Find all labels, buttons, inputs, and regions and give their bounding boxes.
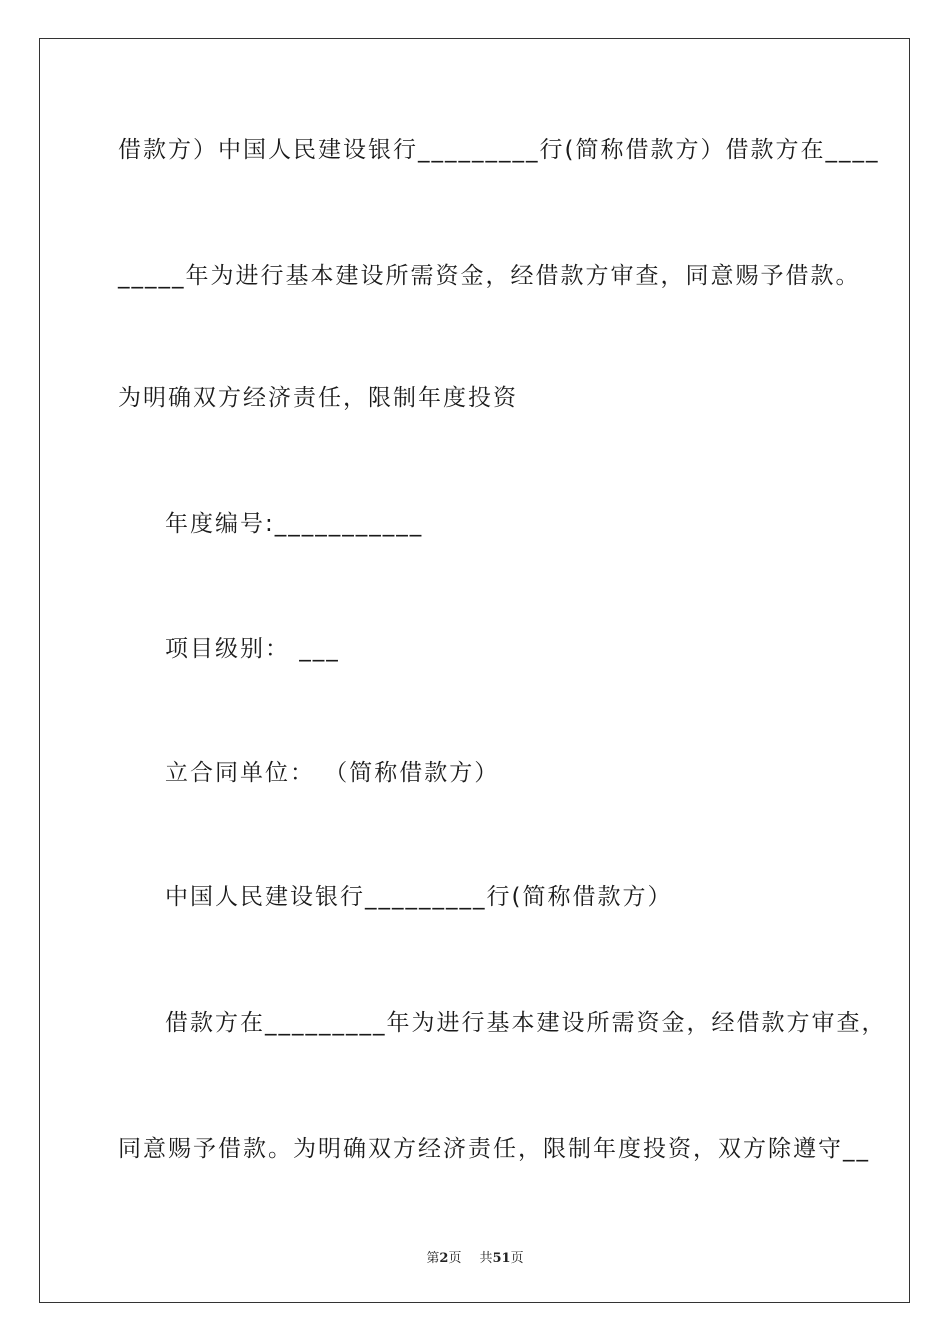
footer-total-prefix: 共 [479, 1251, 493, 1266]
footer-page-prefix: 第 [426, 1251, 440, 1266]
project-level-line: 项目级别： ___ [165, 636, 340, 662]
bank-line: 中国人民建设银行_________行(简称借款方） [165, 884, 673, 910]
footer-total-pages: 51 [492, 1251, 511, 1266]
body-line-8: 借款方在_________年为进行基本建设所需资金，经借款方审查， [165, 1010, 887, 1036]
page-border [39, 38, 910, 1303]
contract-unit-line: 立合同单位： （简称借款方） [165, 760, 500, 786]
footer-total-suffix: 页 [510, 1251, 524, 1266]
footer-page-suffix: 页 [448, 1251, 462, 1266]
page-footer [0, 1247, 950, 1266]
footer-page-number: 2 [439, 1251, 449, 1266]
annual-number-line: 年度编号:___________ [165, 511, 424, 537]
body-line-2: _____年为进行基本建设所需资金，经借款方审查，同意赐予借款。 [118, 263, 861, 289]
body-line-1: 借款方）中国人民建设银行_________行(简称借款方）借款方在____ [118, 137, 880, 163]
body-line-9: 同意赐予借款。为明确双方经济责任，限制年度投资，双方除遵守__ [118, 1136, 870, 1162]
body-line-3: 为明确双方经济责任，限制年度投资 [118, 385, 518, 411]
